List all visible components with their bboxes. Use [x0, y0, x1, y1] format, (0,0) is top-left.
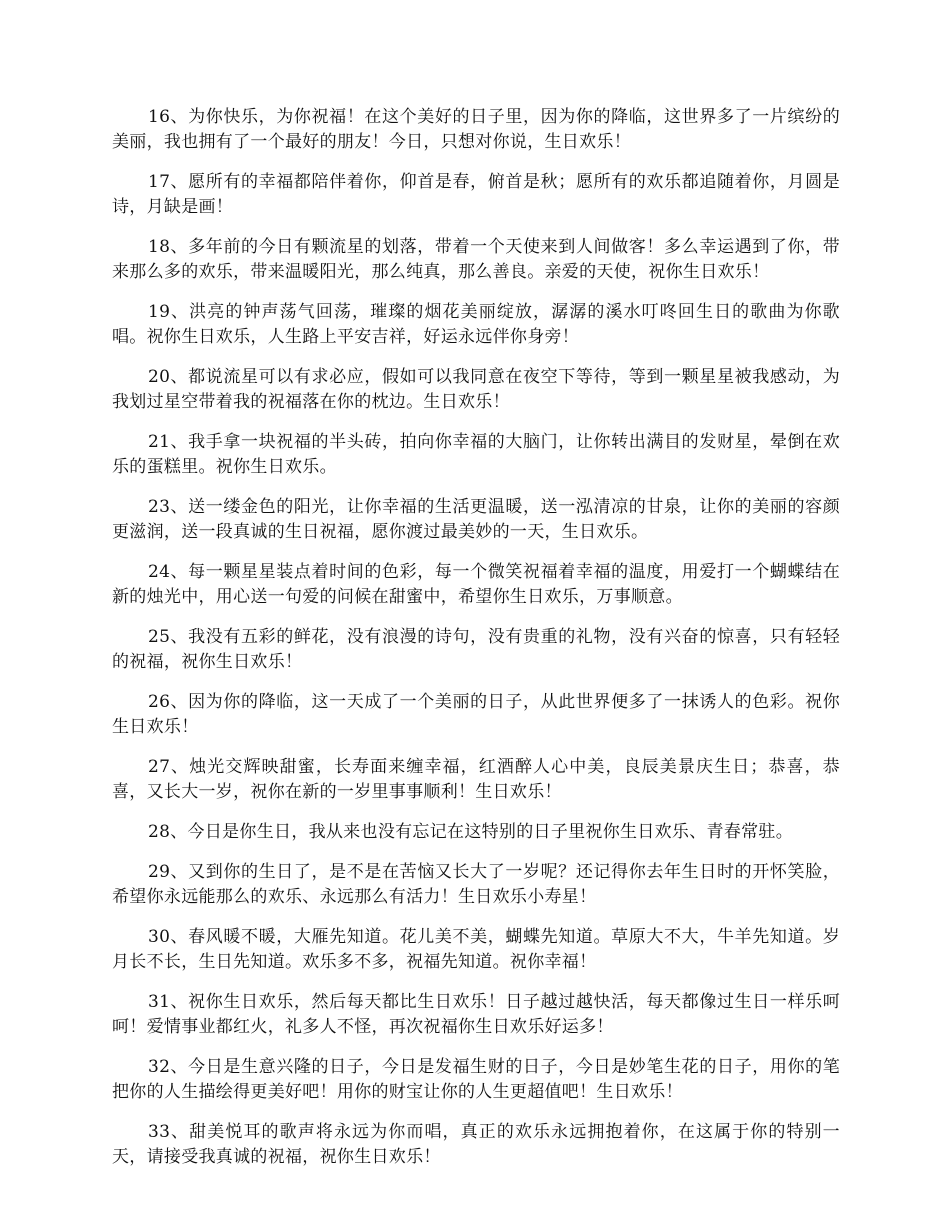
paragraph-18: 18、多年前的今日有颗流星的划落，带着一个天使来到人间做客！多么幸运遇到了你，带来那么多的欢乐，带来温暖阳光，那么纯真，那么善良。亲爱的天使，祝你生日欢乐！	[112, 237, 840, 282]
paragraph-21: 21、我手拿一块祝福的半头砖，拍向你幸福的大脑门，让你转出满目的发财星，晕倒在欢乐的蛋糕里。祝你生日欢乐。	[112, 432, 840, 477]
document-body	[112, 105, 840, 1185]
paragraph-25: 25、我没有五彩的鲜花，没有浪漫的诗句，没有贵重的礼物，没有兴奋的惊喜，只有轻轻的祝福，祝你生日欢乐！	[112, 627, 840, 672]
paragraph-20: 20、都说流星可以有求必应，假如可以我同意在夜空下等待，等到一颗星星被我感动，为我划过星空带着我的祝福落在你的枕边。生日欢乐！	[112, 367, 840, 412]
paragraph-17: 17、愿所有的幸福都陪伴着你，仰首是春，俯首是秋；愿所有的欢乐都追随着你，月圆是诗，月缺是画！	[112, 172, 840, 217]
paragraph-27: 27、烛光交辉映甜蜜，长寿面来缠幸福，红酒醉人心中美，良辰美景庆生日；恭喜，恭喜，又长大一岁，祝你在新的一岁里事事顺利！生日欢乐！	[112, 757, 840, 802]
paragraph-29: 29、又到你的生日了，是不是在苦恼又长大了一岁呢？还记得你去年生日时的开怀笑脸，希望你永远能那么的欢乐、永远那么有活力！生日欢乐小寿星！	[112, 862, 840, 907]
paragraph-30: 30、春风暖不暖，大雁先知道。花儿美不美，蝴蝶先知道。草原大不大，牛羊先知道。岁月长不长，生日先知道。欢乐多不多，祝福先知道。祝你幸福！	[112, 927, 840, 972]
paragraph-16: 16、为你快乐，为你祝福！在这个美好的日子里，因为你的降临，这世界多了一片缤纷的美丽，我也拥有了一个最好的朋友！今日，只想对你说，生日欢乐！	[112, 107, 840, 152]
paragraph-19: 19、洪亮的钟声荡气回荡，璀璨的烟花美丽绽放，潺潺的溪水叮咚回生日的歌曲为你歌唱。祝你生日欢乐，人生路上平安吉祥，好运永远伴你身旁！	[112, 302, 840, 347]
paragraph-23: 23、送一缕金色的阳光，让你幸福的生活更温暖，送一泓清凉的甘泉，让你的美丽的容颜更滋润，送一段真诚的生日祝福，愿你渡过最美妙的一天，生日欢乐。	[112, 497, 840, 542]
paragraph-31: 31、祝你生日欢乐，然后每天都比生日欢乐！日子越过越快活，每天都像过生日一样乐呵呵！爱情事业都红火，礼多人不怪，再次祝福你生日欢乐好运多！	[112, 992, 840, 1037]
paragraph-26: 26、因为你的降临，这一天成了一个美丽的日子，从此世界便多了一抹诱人的色彩。祝你生日欢乐！	[112, 692, 840, 737]
paragraph-33: 33、甜美悦耳的歌声将永远为你而唱，真正的欢乐永远拥抱着你，在这属于你的特别一天，请接受我真诚的祝福，祝你生日欢乐！	[112, 1122, 840, 1167]
paragraph-32: 32、今日是生意兴隆的日子，今日是发福生财的日子，今日是妙笔生花的日子，用你的笔把你的人生描绘得更美好吧！用你的财宝让你的人生更超值吧！生日欢乐！	[112, 1057, 840, 1102]
paragraph-24: 24、每一颗星星装点着时间的色彩，每一个微笑祝福着幸福的温度，用爱打一个蝴蝶结在新的烛光中，用心送一句爱的问候在甜蜜中，希望你生日欢乐，万事顺意。	[112, 562, 840, 607]
paragraph-28: 28、今日是你生日，我从来也没有忘记在这特别的日子里祝你生日欢乐、青春常驻。	[148, 822, 794, 842]
